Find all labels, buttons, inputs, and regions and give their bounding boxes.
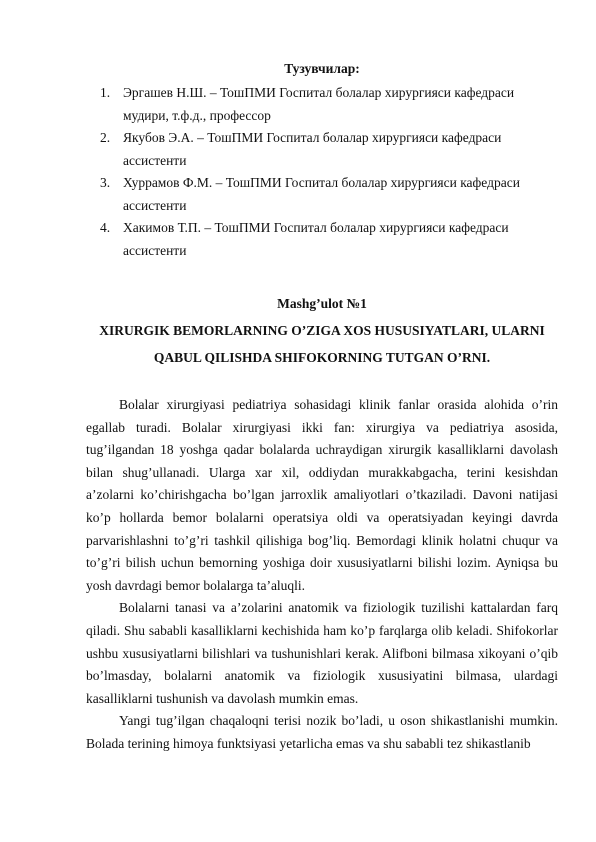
list-item-number: 2. <box>100 130 111 145</box>
list-item <box>86 217 558 262</box>
body-text <box>86 394 558 756</box>
paragraph: Bolalar xirurgiyasi pediatriya sohasidagi klinik fanlar orasida alohida o’rin egallab turadi. Bolalar xirurgiyasi ikki fan: xirurgiya va pediatriya asosida, tug’ilgandan 18 yoshga qadar bolalarda uchraydigan xirurgik kasalliklarni davolash bilan shug’ullanadi. Ularga xar xil, oddiydan murakkabgacha, terini kesishdan a’zolarni ko’chirishgacha bo’lgan jarroxlik amaliyotlari o’tkaziladi. Davoni natijasi ko’p hollarda bemor bolalarni operatsiya oldi va operatsiyadan keyingi davrda parvarishlashni to’g’ri tashkil qilishiga bog’liq. Bemordagi klinik holatni chuqur va to’g’ri bilish uchun bemorning yoshiga doir xususiyatlarni bilishi lozim. Ayniqsa bu yosh davrdagi bemor bolalarga ta’aluqli. <box>86 397 558 593</box>
list-item-number: 3. <box>100 175 111 190</box>
list-item-text: Хуррамов Ф.М. – ТошПМИ Госпитал болалар хирургияси кафедраси ассистенти <box>123 175 520 213</box>
list-item-text: Эргашев Н.Ш. – ТошПМИ Госпитал болалар хирургияси кафедраси мудири, т.ф.д., профессор <box>123 85 515 123</box>
list-item-number: 1. <box>100 85 111 100</box>
compilers-list <box>86 82 558 262</box>
list-item-text: Хакимов Т.П. – ТошПМИ Госпитал болалар хирургияси кафедраси ассистенти <box>123 220 509 258</box>
list-item <box>86 172 558 217</box>
paragraph: Bolalarni tanasi va a’zolarini anatomik va fiziologik tuzilishi kattalardan farq qiladi. Shu sababli kasalliklarni kechishida ham ko’p farqlarga olib keladi. Shifokorlar ushbu xususiyatlarni bilishlari va tushunishlari kerak. Alifboni bilmasa xikoyani o’qib bo’lmasday, bolalarni anatomik va fiziologik xususiyatini bilmasa, ulardagi kasalliklarni tushunish va davolash mumkin emas. <box>86 600 558 706</box>
list-item-number: 4. <box>100 220 111 235</box>
lesson-title: Mashg’ulot №1 <box>277 296 367 311</box>
lesson-topic: XIRURGIK BEMORLARNING O’ZIGA XOS HUSUSIYATLARI, ULARNI QABUL QILISHDA SHIFOKORNING TUTGAN O’RNI. <box>99 323 545 365</box>
paragraph: Yangi tug’ilgan chaqaloqni terisi nozik bo’ladi, u oson shikastlanishi mumkin. Bolada terining himoya funktsiyasi yetarlicha emas va shu sababli tez shikastlanib <box>86 713 558 751</box>
document-page <box>86 0 558 842</box>
list-item <box>86 127 558 172</box>
list-item-text: Якубов Э.А. – ТошПМИ Госпитал болалар хирургияси кафедраси ассистенти <box>123 130 502 168</box>
list-item <box>86 82 558 127</box>
compilers-heading: Тузувчилар: <box>284 61 360 76</box>
